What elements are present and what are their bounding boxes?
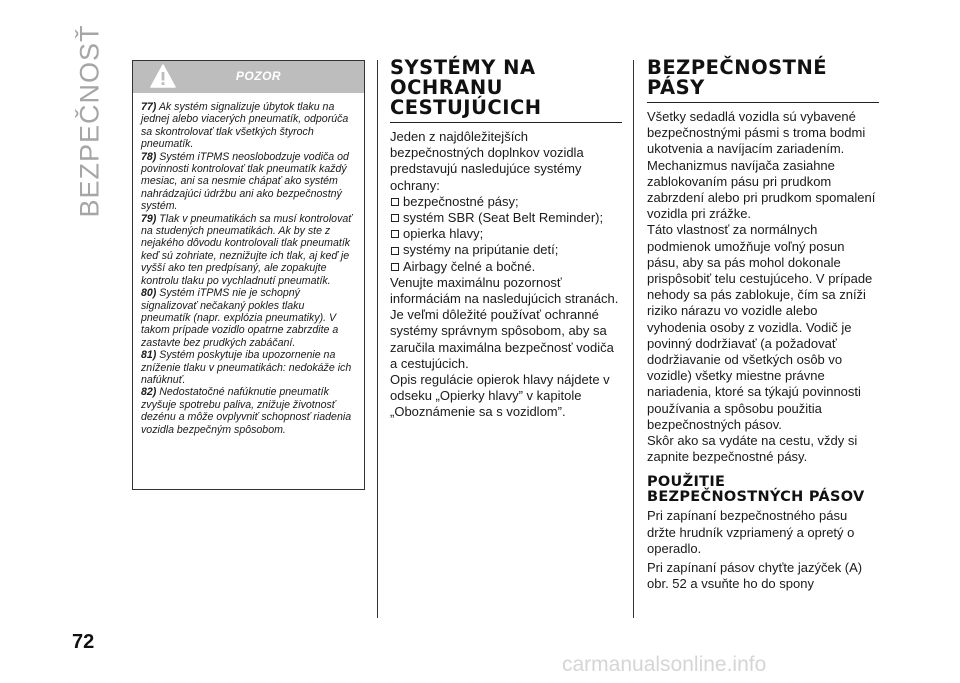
warning-item: 82) Nedostatočné nafúknutie pneumatík zvyšuje spotrebu paliva, znižuje životnosť dezénu a môže ovplyvniť schopnosť riadenia vozidla bezpečným spôsobom. (141, 386, 352, 436)
warning-item: 81) Systém poskytuje iba upozornenie na zníženie tlaku v pneumatikách: nedokáže ich nafúknuť. (141, 349, 352, 386)
warning-body (133, 93, 364, 436)
checkbox-bullet-icon (391, 230, 399, 238)
warning-header (133, 61, 364, 93)
right-column (647, 58, 879, 592)
section-side-tab (70, 24, 110, 218)
list-item: Airbagy čelné a bočné. (390, 259, 622, 275)
section-heading-seat-belts: BEZPEČNOSTNÉ PÁSY (647, 58, 879, 103)
list-item: opierka hlavy; (390, 226, 622, 242)
warning-title: POZOR (235, 69, 282, 83)
middle-paragraph: Venujte maximálnu pozornosť informáciám na nasledujúcich stranách. Je veľmi dôležité používať ochranné systémy správnym spôsobom, aby sa zaručila maximálna bezpečnosť vodiča a cestujúcich. (390, 274, 619, 371)
middle-intro: Jeden z najdôležitejších bezpečnostných doplnkov vozidla predstavujú nasledujúce systémy ochrany: (390, 129, 584, 193)
right-paragraph: Pri zapínaní pásov chyťte jazýček (A) obr. 52 a vsuňte ho do spony (647, 560, 863, 592)
right-paragraph: Všetky sedadlá vozidla sú vybavené bezpečnostnými pásmi s troma bodmi ukotvenia a navíjacím zariadením. Mechanizmus navíjača zasiahne zablokovaním pásu pri prudkom zabrzdení alebo pri prudkom spomalení vozidla pri zrážke. (647, 109, 876, 222)
watermark: carmanualsonline.info (562, 653, 767, 676)
checkbox-bullet-icon (391, 263, 399, 271)
list-item: systém SBR (Seat Belt Reminder); (390, 210, 622, 226)
page-number: 72 (72, 631, 95, 653)
section-heading-occupant-protection: SYSTÉMY NA OCHRANU CESTUJÚCICH (390, 58, 622, 123)
middle-column (390, 58, 622, 421)
checkbox-bullet-icon (391, 214, 399, 222)
right-paragraph: Táto vlastnosť za normálnych podmienok umožňuje voľný posun pásu, aby sa pás mohol dokonale prispôsobiť telu cestujúceho. V prípade nehody sa pás zablokuje, čím sa zníži riziko nárazu vo vozidle alebo vyhodenia osoby z vozidla. Vodič je povinný dodržiavať (a požadovať dodržiavanie od všetkých osôb vo vozidle) všetky miestne právne nariadenia, ktoré sa týkajú povinnosti používania a spôsobu použitia bezpečnostných pásov. (647, 222, 873, 432)
warning-item: 78) Systém iTPMS neoslobodzuje vodiča od povinnosti kontrolovať tlak pneumatík každý mesiac, ani sa nesmie chápať ako systém nahrádzajúci údržbu ani ako bezpečnostný systém. (141, 150, 349, 213)
middle-paragraph: Opis regulácie opierok hlavy nájdete v odseku „Opierky hlavy” v kapitole „Oboznámenie sa s vozidlom”. (390, 372, 610, 420)
warning-box (132, 60, 365, 490)
column-divider-right (633, 60, 634, 618)
subheading-seat-belt-use: POUŽITIE BEZPEČNOSTNÝCH PÁSOV (647, 474, 865, 506)
list-item: bezpečnostné pásy; (390, 194, 622, 210)
protection-systems-list (390, 194, 622, 275)
checkbox-bullet-icon (391, 247, 399, 255)
warning-item: 77) Ak systém signalizuje úbytok tlaku na jednej alebo viacerých pneumatík, odporúča sa skontrolovať tlak všetkých štyroch pneumatík. (141, 101, 349, 151)
column-divider-left (377, 60, 378, 618)
list-item: systémy na pripútanie detí; (390, 242, 622, 258)
right-paragraph: Skôr ako sa vydáte na cestu, vždy si zapnite bezpečnostné pásy. (647, 433, 858, 465)
right-paragraph: Pri zapínaní bezpečnostného pásu držte hrudník vzpriamený a opretý o operadlo. (647, 508, 855, 556)
checkbox-bullet-icon (391, 198, 399, 206)
section-side-tab-label: BEZPEČNOSŤ (74, 24, 105, 218)
warning-item: 80) Systém iTPMS nie je schopný signalizovať nečakaný pokles tlaku pneumatík (napr. explózia pneumatiky). V takom prípade vozidlo opatrne zabrzdite a zastavte bez prudkých zabáčaní. (141, 287, 339, 349)
warning-item: 79) Tlak v pneumatikách sa musí kontrolovať na studených pneumatikách. Ak by ste z nejakého dôvodu kontrolovali tlak pneumatík keď sú zohriate, neznižujte ich tlak, aj keď je vyšší ako ten predpísaný, ale zopakujte kontrolu tlaku po vychladnutí pneumatík. (141, 212, 353, 287)
